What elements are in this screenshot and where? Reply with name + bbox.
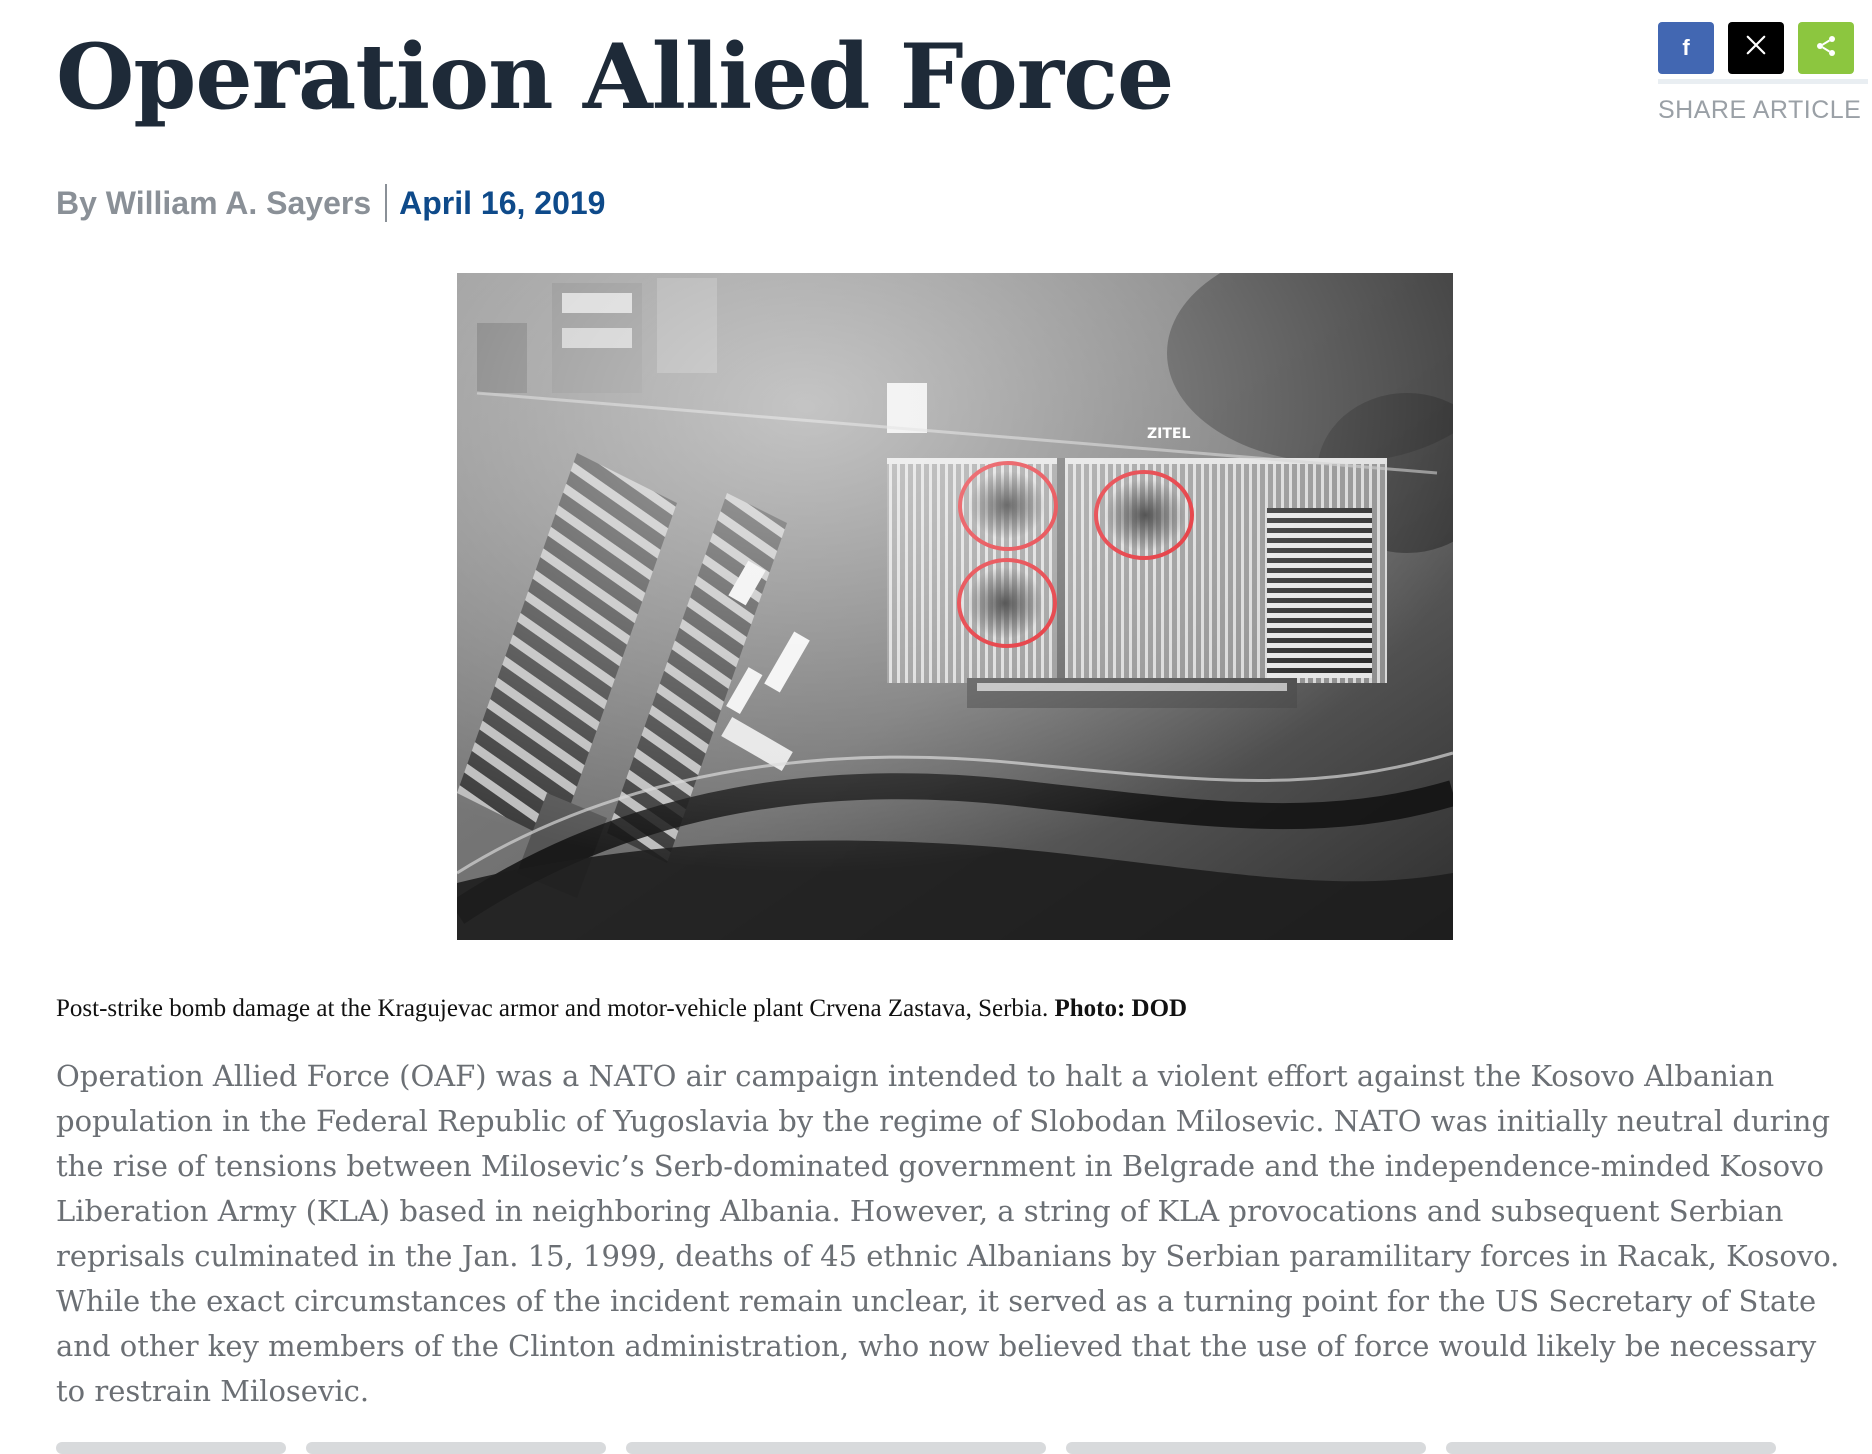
paragraph-line: Liberation Army (KLA) based in neighboring Albania. However, a string of KLA provocations and subsequent Serbian — [56, 1194, 1784, 1228]
share-buttons — [1658, 22, 1868, 74]
generic-share-button[interactable] — [1798, 22, 1854, 74]
photo-caption — [56, 995, 1187, 1023]
caption-text: Post-strike bomb damage at the Kragujevac armor and motor-vehicle plant Crvena Zastava, Serbia. — [56, 995, 1055, 1022]
share-divider — [1658, 79, 1868, 84]
paragraph-line: While the exact circumstances of the incident remain unclear, it served as a turning point for the US Secretary of State — [56, 1284, 1817, 1318]
x-icon — [1745, 34, 1767, 62]
paragraph-line: Operation Allied Force (OAF) was a NATO air campaign intended to halt a violent effort against the Kosovo Albanian — [56, 1059, 1775, 1093]
share-icon — [1814, 34, 1838, 63]
caption-credit: Photo: DOD — [1054, 995, 1188, 1022]
satellite-photo — [457, 273, 1453, 940]
paragraph-line: reprisals culminated in the Jan. 15, 1999, deaths of 45 ethnic Albanians by Serbian paramilitary forces in Racak, Kosovo. — [56, 1239, 1840, 1273]
byline — [56, 183, 605, 223]
paragraph-line: the rise of tensions between Milosevic’s Serb-dominated government in Belgrade and the independence-minded Kosovo — [56, 1149, 1824, 1183]
paragraph-line: to restrain Milosevic. — [56, 1374, 370, 1408]
paragraph-line: and other key members of the Clinton administration, who now believed that the use of force would likely be necessary — [56, 1329, 1817, 1363]
byline-divider — [385, 184, 387, 222]
share-article-label: SHARE ARTICLE — [1658, 96, 1862, 124]
article-title: Operation Allied Force — [56, 24, 1174, 130]
facebook-share-button[interactable] — [1658, 22, 1714, 74]
share-article-panel — [1658, 22, 1868, 125]
next-paragraph-cutoff — [56, 1436, 1856, 1454]
x-share-button[interactable] — [1728, 22, 1784, 74]
publish-date: April 16, 2019 — [399, 185, 606, 221]
paragraph-line: population in the Federal Republic of Yugoslavia by the regime of Slobodan Milosevic. NATO was initially neutral during — [56, 1104, 1831, 1138]
facebook-icon: f — [1682, 35, 1690, 60]
article-paragraph — [56, 1054, 1856, 1414]
author-link[interactable]: By William A. Sayers — [56, 185, 372, 221]
